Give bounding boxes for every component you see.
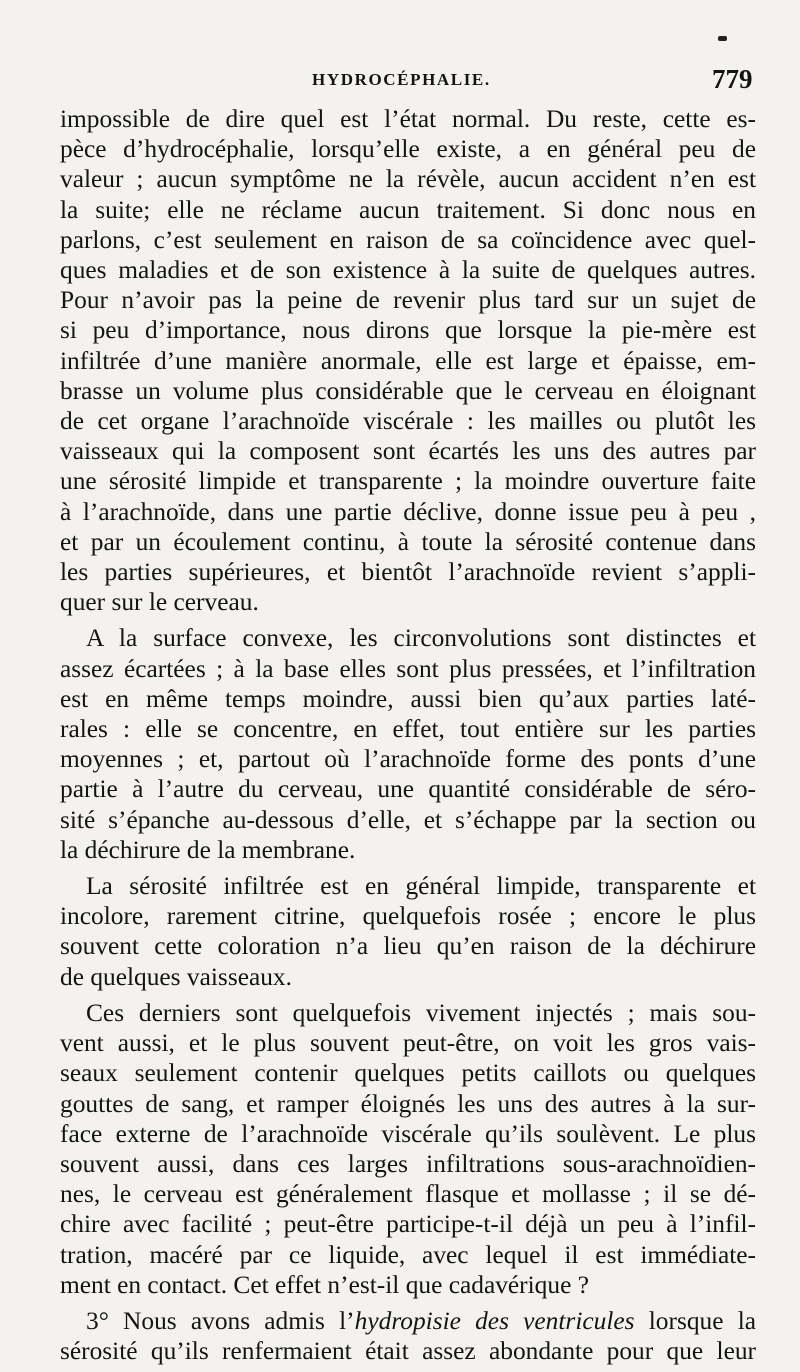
text-line: la suite; elle ne réclame aucun traitement. Si donc nous en bbox=[60, 195, 756, 224]
page-number: 779 bbox=[712, 64, 753, 94]
text-line: Ces derniers sont quelquefois vivement injectés ; mais sou- bbox=[86, 998, 756, 1027]
text-line: parlons, c’est seulement en raison de sa coïncidence avec quel- bbox=[60, 225, 756, 254]
text-line: les parties supérieures, et bientôt l’arachnoïde revient s’appli- bbox=[60, 558, 756, 587]
text-line: valeur ; aucun symptôme ne la révèle, aucun accident n’en est bbox=[60, 165, 756, 194]
text-line: ques maladies et de son existence à la suite de quelques autres. bbox=[60, 256, 756, 285]
text-line: impossible de dire quel est l’état normal. Du reste, cette es- bbox=[60, 105, 756, 133]
text-line: quer sur le cerveau. bbox=[60, 588, 259, 617]
text-line: seaux seulement contenir quelques petits caillots ou quelques bbox=[60, 1059, 756, 1088]
text-line: infiltrée d’une manière anormale, elle est large et épaisse, em- bbox=[60, 346, 756, 375]
text-line: sité s’épanche au-dessous d’elle, et s’échappe par la section ou bbox=[60, 805, 756, 834]
paragraph bbox=[60, 998, 756, 1300]
text-run: lorsque la bbox=[634, 1306, 757, 1335]
paragraph bbox=[60, 871, 756, 992]
text-line: est en même temps moindre, aussi bien qu’aux parties laté- bbox=[60, 684, 756, 713]
paragraph bbox=[60, 104, 756, 617]
text-line: Pour n’avoir pas la peine de revenir plus tard sur un sujet de bbox=[60, 286, 756, 315]
text-line: à l’arachnoïde, dans une partie déclive, donne issue peu à peu , bbox=[60, 497, 756, 526]
text-line: vent aussi, et le plus souvent peut-être, on voit les gros vais- bbox=[60, 1029, 756, 1058]
text-line: une sérosité limpide et transparente ; la moindre ouverture faite bbox=[60, 467, 756, 496]
text-line: souvent cette coloration n’a lieu qu’en raison de la déchirure bbox=[60, 932, 756, 961]
text-line: sérosité qu’ils renfermaient était assez abondante pour que leur bbox=[60, 1337, 756, 1366]
text-line: de quelques vaisseaux. bbox=[60, 962, 292, 991]
running-head: HYDROCÉPHALIE. bbox=[312, 70, 491, 89]
text-line: A la surface convexe, les circonvolutions sont distinctes et bbox=[86, 624, 756, 653]
text-line: de cet organe l’arachnoïde viscérale : les mailles ou plutôt les bbox=[60, 407, 756, 436]
text-line: La sérosité infiltrée est en général limpide, transparente et bbox=[86, 872, 756, 901]
text-line: souvent aussi, dans ces larges infiltrations sous-arachnoïdien- bbox=[60, 1149, 756, 1178]
ink-spot bbox=[718, 36, 727, 41]
text-line: partie à l’autre du cerveau, une quantité considérable de séro- bbox=[60, 775, 756, 804]
text-line: moyennes ; et, partout où l’arachnoïde forme des ponts d’une bbox=[60, 745, 756, 774]
text-line: si peu d’importance, nous dirons que lorsque la pie-mère est bbox=[60, 316, 756, 345]
text-line: assez écartées ; à la base elles sont plus pressées, et l’infiltration bbox=[60, 654, 756, 683]
text-run: 3° Nous avons admis l’ bbox=[86, 1306, 355, 1335]
text-line: chire avec facilité ; peut-être participe-t-il déjà un peu à l’infil- bbox=[60, 1210, 756, 1239]
text-line: gouttes de sang, et ramper éloignés les uns des autres à la sur- bbox=[60, 1089, 756, 1118]
body-text bbox=[60, 104, 756, 1372]
text-line: nes, le cerveau est généralement flasque et mollasse ; il se dé- bbox=[60, 1180, 756, 1209]
text-line: la déchirure de la membrane. bbox=[60, 835, 356, 864]
text-line: tration, macéré par ce liquide, avec lequel il est immédiate- bbox=[60, 1240, 756, 1269]
page-header bbox=[0, 64, 800, 100]
text-line bbox=[60, 1306, 756, 1336]
text-line: rales : elle se concentre, en effet, tout entière sur les parties bbox=[60, 715, 756, 744]
text-line: pèce d’hydrocéphalie, lorsqu’elle existe, a en général peu de bbox=[60, 135, 756, 164]
text-line: et par un écoulement continu, à toute la sérosité contenue dans bbox=[60, 527, 756, 556]
paragraph bbox=[60, 623, 756, 865]
text-line: brasse un volume plus considérable que le cerveau en éloignant bbox=[60, 376, 756, 405]
text-line: incolore, rarement citrine, quelquefois rosée ; encore le plus bbox=[60, 902, 756, 931]
paragraph bbox=[60, 1306, 756, 1366]
italic-term: hydropisie des ventricules bbox=[354, 1306, 635, 1335]
text-line: ment en contact. Cet effet n’est-il que cadavérique ? bbox=[60, 1270, 589, 1299]
text-line: face externe de l’arachnoïde viscérale qu’ils soulèvent. Le plus bbox=[60, 1119, 756, 1148]
text-line: vaisseaux qui la composent sont écartés les uns des autres par bbox=[60, 437, 756, 466]
